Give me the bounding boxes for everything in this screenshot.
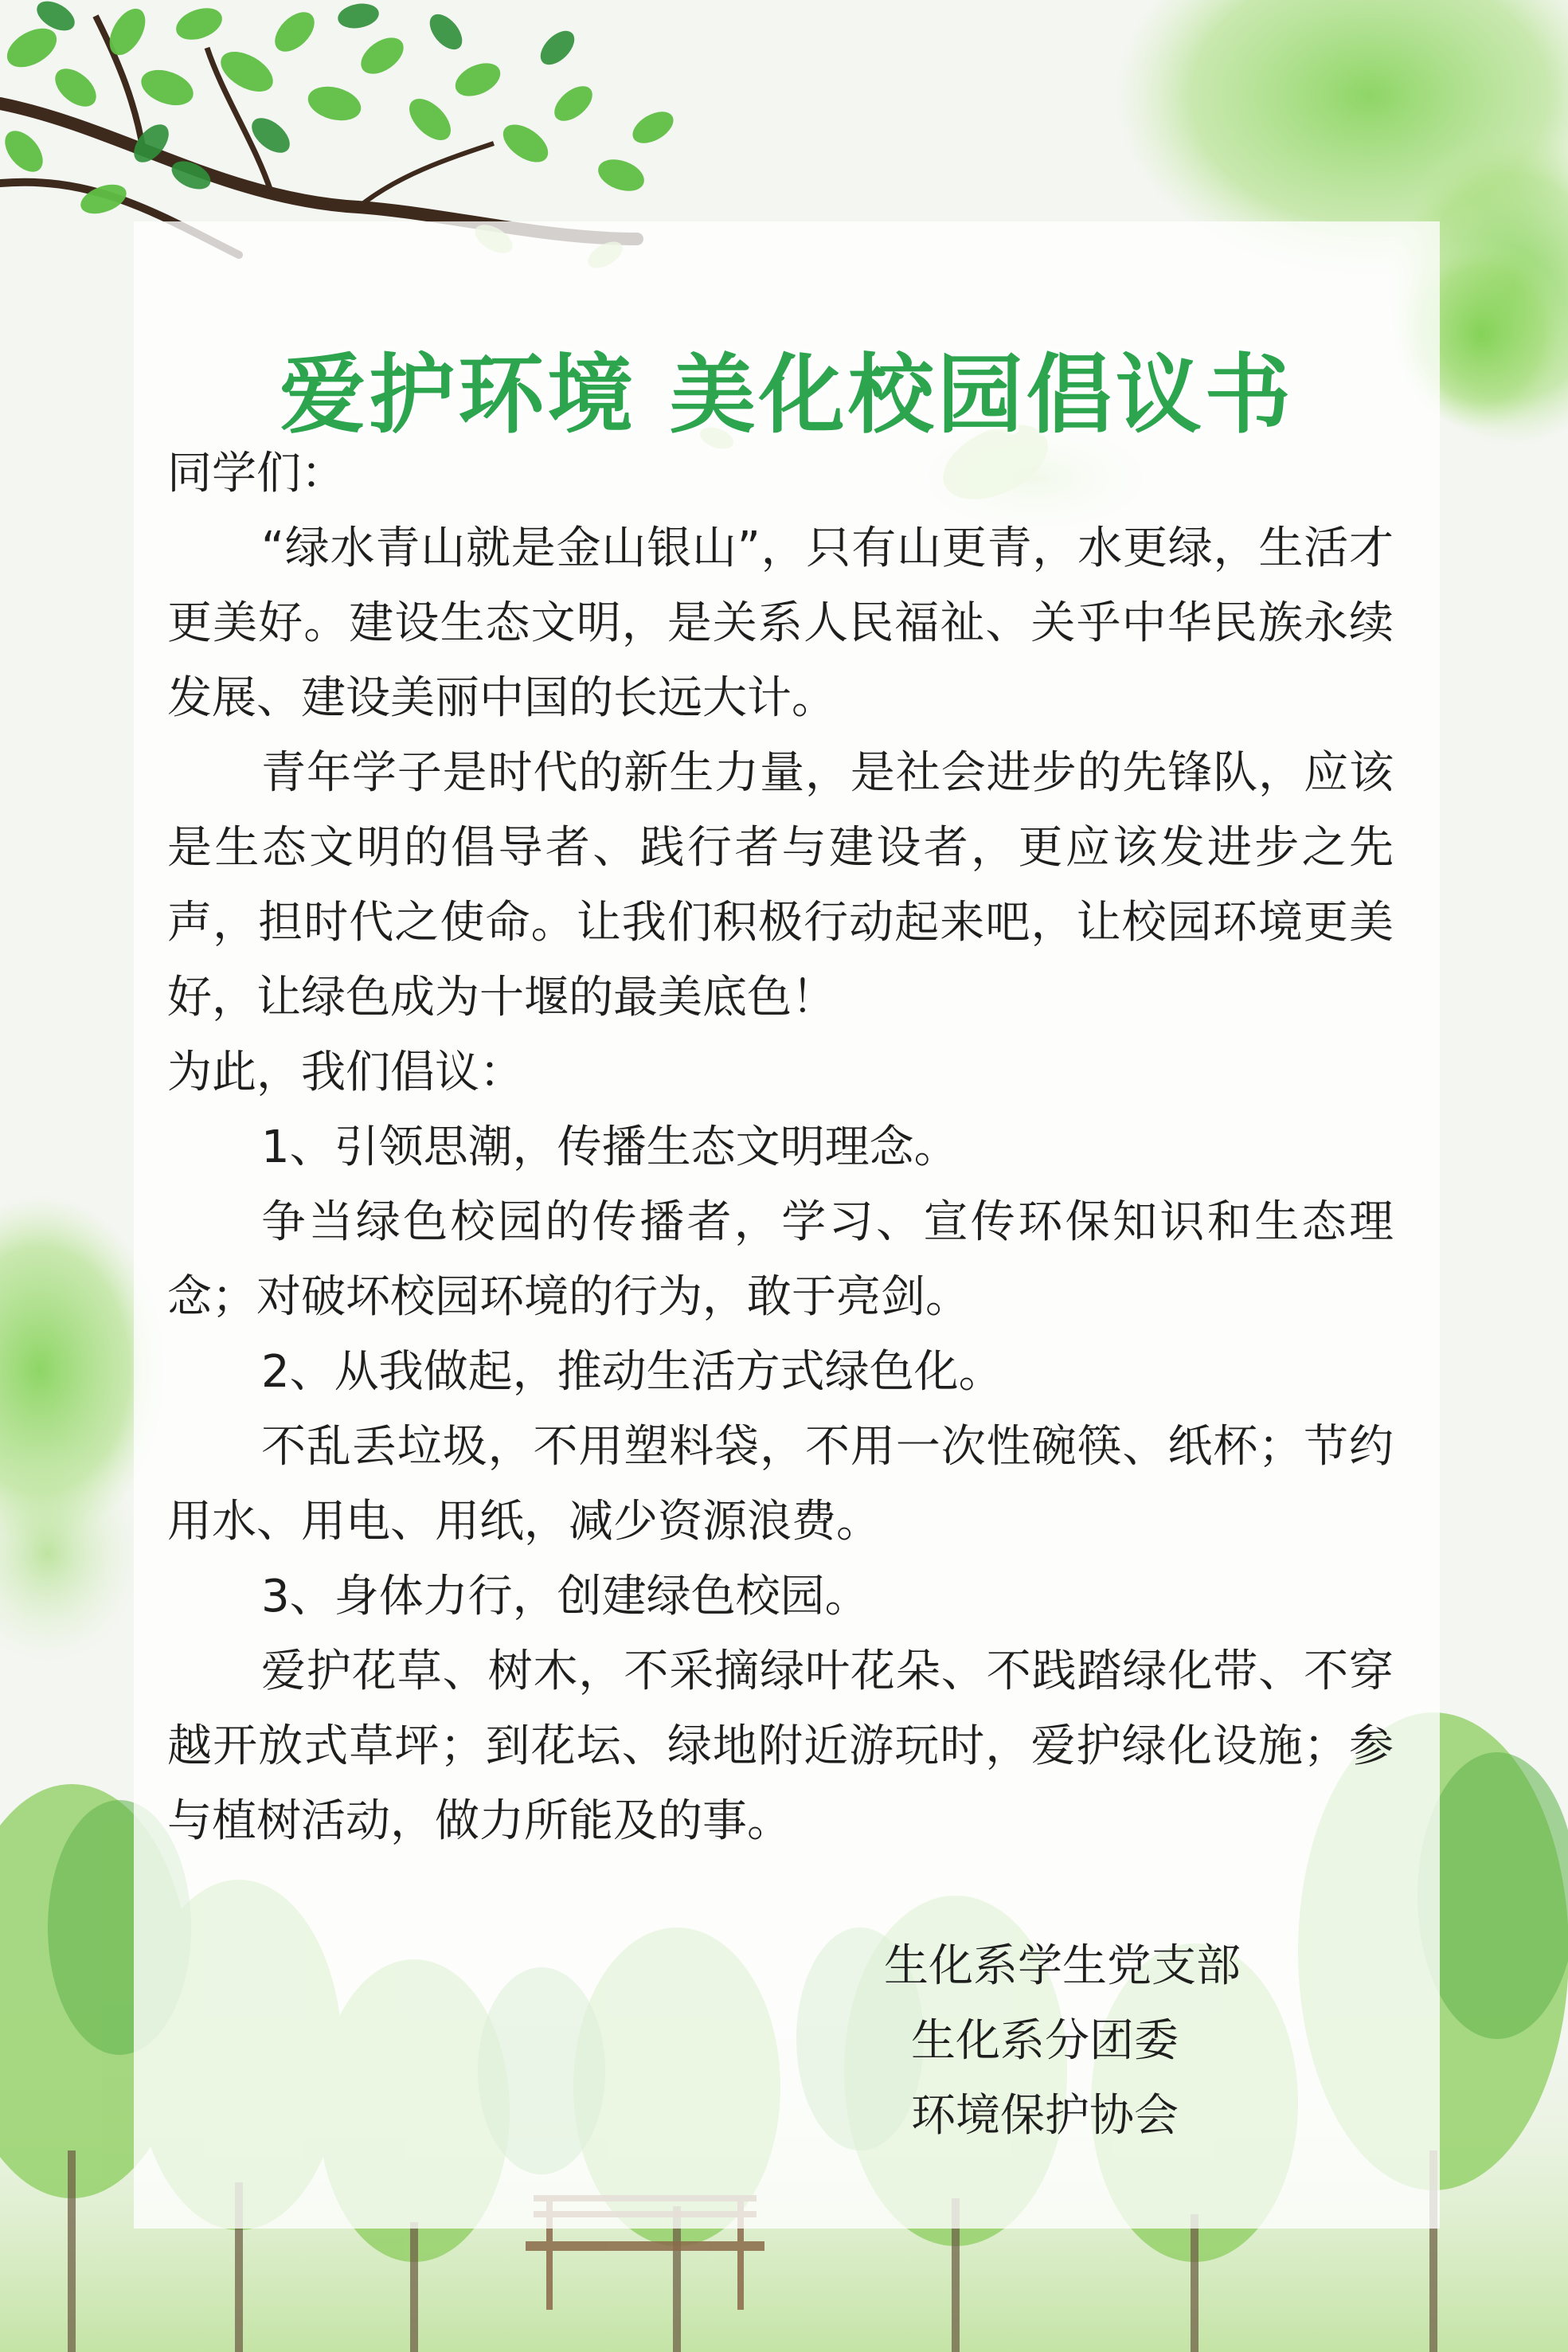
signature-line: 生化系学生党支部 [884,1940,1241,1992]
document-title: 爱护环境 美化校园倡议书 [280,346,1294,446]
signature-block [884,1929,1298,2154]
signature-line: 环境保护协会 [911,2090,1179,2142]
body-paragraph: 争当绿色校园的传播者，学习、宣传环保知识和生态理念；对破坏校园环境的行为，敢于亮剑。 [167,1196,1394,1323]
signature-line: 生化系分团委 [911,2015,1179,2067]
body-paragraph: 爱护花草、树木，不采摘绿叶花朵、不践踏绿化带、不穿越开放式草坪；到花坛、绿地附近游玩时，爱护绿化设施；参与植树活动，做力所能及的事。 [167,1646,1394,1847]
body-paragraph: 青年学子是时代的新生力量，是社会进步的先锋队，应该是生态文明的倡导者、践行者与建设者，更应该发进步之先声，担时代之使命。让我们积极行动起来吧，让校园环境更美好，让绿色成为十堰的最美底色！ [167,747,1394,1023]
body-paragraph: 1、引领思潮，传播生态文明理念。 [261,1121,959,1173]
document-body [167,436,1394,1859]
body-paragraph: 为此，我们倡议： [167,1047,524,1098]
body-paragraph: “绿水青山就是金山银山”，只有山更青，水更绿，生活才更美好。建设生态文明，是关系人民福祉、关乎中华民族永续发展、建设美丽中国的长远大计。 [167,522,1394,724]
body-paragraph: 不乱丢垃圾，不用塑料袋，不用一次性碗筷、纸杯；节约用水、用电、用纸，减少资源浪费。 [167,1421,1394,1548]
body-paragraph: 3、身体力行，创建绿色校园。 [261,1571,870,1622]
body-paragraph: 2、从我做起，推动生活方式绿色化。 [261,1346,1003,1398]
salutation: 同学们： [167,448,346,499]
